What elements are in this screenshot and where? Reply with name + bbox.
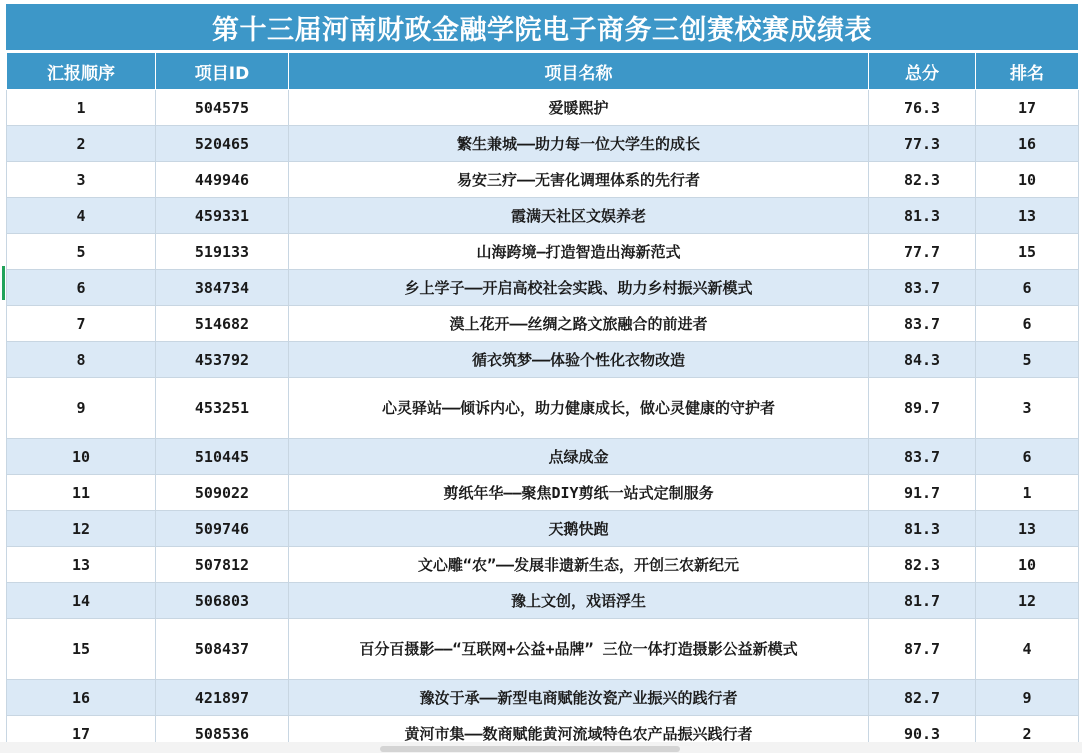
cell-score[interactable]: 81.3 <box>869 511 976 547</box>
column-header-score[interactable]: 总分 <box>869 53 976 90</box>
cell-score[interactable]: 76.3 <box>869 90 976 126</box>
cell-order[interactable]: 17 <box>7 716 156 752</box>
cell-score[interactable]: 91.7 <box>869 475 976 511</box>
cell-rank[interactable]: 13 <box>976 511 1079 547</box>
cell-project-name[interactable]: 心灵驿站——倾诉内心，助力健康成长，做心灵健康的守护者 <box>289 378 869 439</box>
cell-order[interactable]: 9 <box>7 378 156 439</box>
column-header-name[interactable]: 项目名称 <box>289 53 869 90</box>
table-row[interactable] <box>7 234 1079 270</box>
column-header-rank[interactable]: 排名 <box>976 53 1079 90</box>
cell-order[interactable]: 11 <box>7 475 156 511</box>
cell-score[interactable]: 83.7 <box>869 306 976 342</box>
cell-order[interactable]: 1 <box>7 90 156 126</box>
cell-project-name[interactable]: 豫汝于承——新型电商赋能汝瓷产业振兴的践行者 <box>289 680 869 716</box>
cell-order[interactable]: 3 <box>7 162 156 198</box>
cell-rank[interactable]: 6 <box>976 306 1079 342</box>
cell-rank[interactable]: 10 <box>976 162 1079 198</box>
cell-project-name[interactable]: 循衣筑梦——体验个性化衣物改造 <box>289 342 869 378</box>
cell-project-name[interactable]: 易安三疗——无害化调理体系的先行者 <box>289 162 869 198</box>
table-row[interactable] <box>7 547 1079 583</box>
cell-score[interactable]: 83.7 <box>869 270 976 306</box>
cell-rank[interactable]: 12 <box>976 583 1079 619</box>
cell-order[interactable]: 7 <box>7 306 156 342</box>
cell-project-id[interactable]: 510445 <box>156 439 289 475</box>
cell-order[interactable]: 10 <box>7 439 156 475</box>
cell-score[interactable]: 82.7 <box>869 680 976 716</box>
cell-project-id[interactable]: 507812 <box>156 547 289 583</box>
cell-order[interactable]: 5 <box>7 234 156 270</box>
cell-rank[interactable]: 6 <box>976 270 1079 306</box>
table-row[interactable] <box>7 270 1079 306</box>
cell-rank[interactable]: 10 <box>976 547 1079 583</box>
table-row[interactable] <box>7 198 1079 234</box>
table-row[interactable] <box>7 342 1079 378</box>
cell-score[interactable]: 82.3 <box>869 547 976 583</box>
cell-project-name[interactable]: 漠上花开——丝绸之路文旅融合的前进者 <box>289 306 869 342</box>
cell-score[interactable]: 89.7 <box>869 378 976 439</box>
table-row[interactable] <box>7 90 1079 126</box>
table-row[interactable] <box>7 306 1079 342</box>
row-selection-marker <box>2 266 5 300</box>
cell-order[interactable]: 2 <box>7 126 156 162</box>
cell-project-name[interactable]: 剪纸年华——聚焦DIY剪纸一站式定制服务 <box>289 475 869 511</box>
cell-rank[interactable]: 15 <box>976 234 1079 270</box>
cell-order[interactable]: 4 <box>7 198 156 234</box>
cell-score[interactable]: 81.7 <box>869 583 976 619</box>
table-row[interactable] <box>7 583 1079 619</box>
sheet-title: 第十三届河南财政金融学院电子商务三创赛校赛成绩表 <box>6 4 1078 51</box>
cell-project-name[interactable]: 文心雕“农”——发展非遗新生态，开创三农新纪元 <box>289 547 869 583</box>
cell-order[interactable]: 14 <box>7 583 156 619</box>
header-row <box>7 53 1079 90</box>
cell-order[interactable]: 6 <box>7 270 156 306</box>
column-header-order[interactable]: 汇报顺序 <box>7 53 156 90</box>
cell-order[interactable]: 8 <box>7 342 156 378</box>
table-row[interactable] <box>7 475 1079 511</box>
table-row[interactable] <box>7 378 1079 439</box>
table-row[interactable] <box>7 619 1079 680</box>
cell-project-id[interactable]: 519133 <box>156 234 289 270</box>
cell-project-id[interactable]: 504575 <box>156 90 289 126</box>
cell-project-id[interactable]: 506803 <box>156 583 289 619</box>
cell-project-name[interactable]: 豫上文创，戏语浮生 <box>289 583 869 619</box>
cell-score[interactable]: 77.7 <box>869 234 976 270</box>
cell-project-id[interactable]: 449946 <box>156 162 289 198</box>
table-row[interactable] <box>7 439 1079 475</box>
cell-project-id[interactable]: 520465 <box>156 126 289 162</box>
cell-score[interactable]: 81.3 <box>869 198 976 234</box>
cell-project-id[interactable]: 508536 <box>156 716 289 752</box>
cell-project-name[interactable]: 霞满天社区文娱养老 <box>289 198 869 234</box>
table-row[interactable] <box>7 511 1079 547</box>
cell-project-id[interactable]: 459331 <box>156 198 289 234</box>
cell-project-name[interactable]: 黄河市集——数商赋能黄河流域特色农产品振兴践行者 <box>289 716 869 752</box>
table-row[interactable] <box>7 162 1079 198</box>
cell-project-name[interactable]: 山海跨境—打造智造出海新范式 <box>289 234 869 270</box>
cell-project-id[interactable]: 453251 <box>156 378 289 439</box>
cell-score[interactable]: 84.3 <box>869 342 976 378</box>
column-header-id[interactable]: 项目ID <box>156 53 289 90</box>
cell-rank[interactable]: 16 <box>976 126 1079 162</box>
table-row[interactable] <box>7 680 1079 716</box>
cell-project-id[interactable]: 453792 <box>156 342 289 378</box>
results-table <box>6 52 1079 752</box>
horizontal-scrollbar[interactable] <box>380 746 680 752</box>
cell-rank[interactable]: 4 <box>976 619 1079 680</box>
cell-order[interactable]: 12 <box>7 511 156 547</box>
cell-rank[interactable]: 6 <box>976 439 1079 475</box>
cell-project-name[interactable]: 点绿成金 <box>289 439 869 475</box>
cell-rank[interactable]: 5 <box>976 342 1079 378</box>
cell-project-name[interactable]: 爱暖熙护 <box>289 90 869 126</box>
cell-project-id[interactable]: 509022 <box>156 475 289 511</box>
cell-order[interactable]: 15 <box>7 619 156 680</box>
table-body <box>7 90 1079 752</box>
cell-score[interactable]: 77.3 <box>869 126 976 162</box>
cell-project-id[interactable]: 421897 <box>156 680 289 716</box>
cell-order[interactable]: 13 <box>7 547 156 583</box>
cell-rank[interactable]: 3 <box>976 378 1079 439</box>
cell-project-id[interactable]: 384734 <box>156 270 289 306</box>
cell-project-id[interactable]: 514682 <box>156 306 289 342</box>
cell-project-name[interactable]: 乡上学子——开启高校社会实践、助力乡村振兴新模式 <box>289 270 869 306</box>
cell-score[interactable]: 82.3 <box>869 162 976 198</box>
cell-rank[interactable]: 2 <box>976 716 1079 752</box>
cell-project-id[interactable]: 509746 <box>156 511 289 547</box>
cell-project-name[interactable]: 百分百摄影——“互联网+公益+品牌” 三位一体打造摄影公益新模式 <box>289 619 869 680</box>
cell-score[interactable]: 90.3 <box>869 716 976 752</box>
cell-rank[interactable]: 17 <box>976 90 1079 126</box>
cell-project-name[interactable]: 繁生兼城——助力每一位大学生的成长 <box>289 126 869 162</box>
cell-score[interactable]: 83.7 <box>869 439 976 475</box>
cell-score[interactable]: 87.7 <box>869 619 976 680</box>
table-row[interactable] <box>7 126 1079 162</box>
cell-order[interactable]: 16 <box>7 680 156 716</box>
cell-project-name[interactable]: 天鹅快跑 <box>289 511 869 547</box>
cell-rank[interactable]: 9 <box>976 680 1079 716</box>
cell-rank[interactable]: 13 <box>976 198 1079 234</box>
cell-rank[interactable]: 1 <box>976 475 1079 511</box>
cell-project-id[interactable]: 508437 <box>156 619 289 680</box>
